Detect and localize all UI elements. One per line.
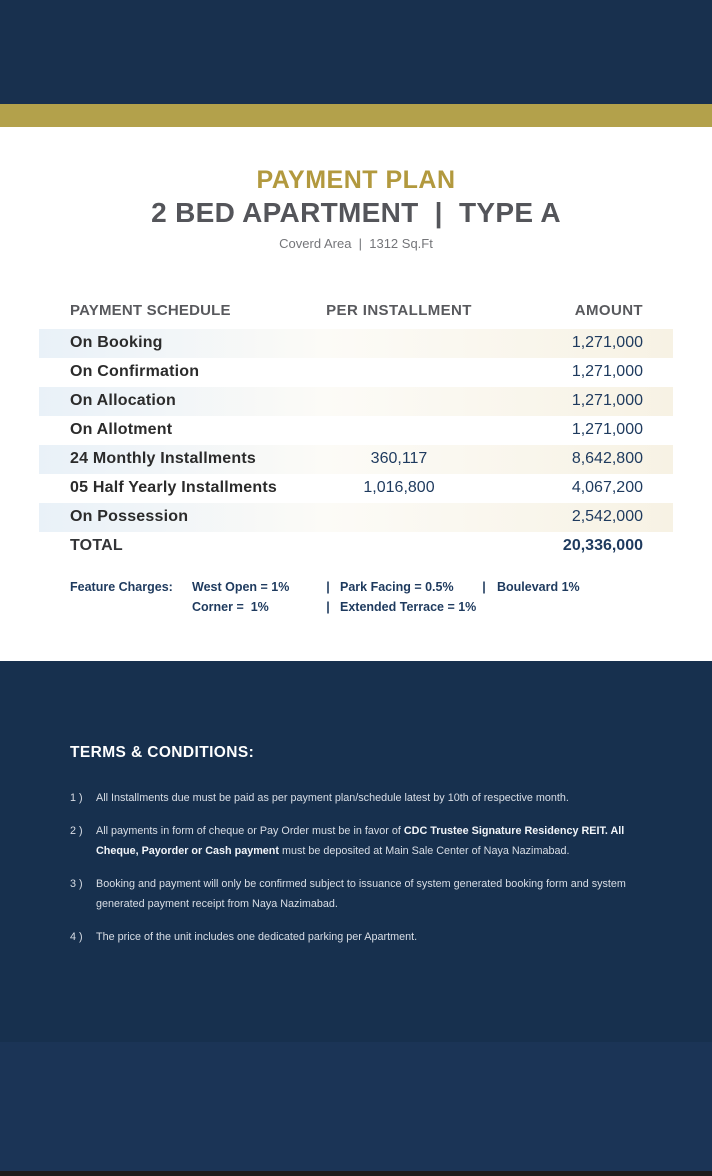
term-text-bold: All Cheque, Payorder or Cash payment [96,825,625,857]
row-amount: 2,542,000 [571,508,643,526]
row-label: 05 Half Yearly Installments [70,479,277,497]
terms-heading: TERMS & CONDITIONS: [70,744,255,761]
term-number: 4 ) [70,931,83,943]
table-total-row [39,532,673,561]
feature-west-open: West Open = 1% [192,579,290,594]
page-title: PAYMENT PLAN [256,166,456,194]
feature-empty-cell [471,597,497,617]
term-number: 2 ) [70,825,83,837]
row-label: On Allotment [70,421,173,439]
term-item-2 [70,821,666,861]
row-per-installment: 1,016,800 [363,479,435,497]
total-amount: 20,336,000 [562,537,643,555]
table-row [39,503,673,532]
table-row [39,329,673,358]
table-row [39,358,673,387]
feature-empty-cell [497,597,712,617]
title-block [0,127,712,251]
row-label: 24 Monthly Installments [70,450,256,468]
row-label: On Possession [70,508,189,526]
table-header-row [39,293,673,329]
feature-boulevard: Boulevard 1% [497,579,580,594]
row-label: On Confirmation [70,363,200,381]
term-text: All Installments due must be paid as per payment plan/schedule latest by 10th of respective month. [96,792,569,804]
table-row [39,387,673,416]
feature-charges [70,577,712,617]
pipe-divider: | [326,579,330,594]
total-label: TOTAL [70,537,123,555]
pipe-divider: | [482,579,486,594]
row-amount: 4,067,200 [571,479,643,497]
term-text: The price of the unit includes one dedicated parking per Apartment. [96,931,418,943]
payment-schedule-table [39,293,673,561]
term-text-normal: must be deposited at Main Sale Center of Naya Nazimabad. [279,845,570,857]
row-amount: 8,642,800 [571,450,643,468]
term-text-normal: All payments in form of cheque or Pay Order must be in favor of [96,825,404,837]
row-amount: 1,271,000 [571,392,643,410]
term-item-4 [70,927,666,947]
column-header-schedule: PAYMENT SCHEDULE [70,302,231,320]
table-row [39,416,673,445]
term-text [96,821,666,861]
feature-corner: Corner = 1% [192,599,269,614]
row-per-installment: 360,117 [370,450,428,468]
term-text: Booking and payment will only be confirmed subject to issuance of system generated booking form and system generated payment receipt from Naya Nazimabad. [96,878,626,910]
feature-park-facing: Park Facing = 0.5% [340,579,454,594]
column-header-per-installment: PER INSTALLMENT [326,302,472,320]
row-label: On Booking [70,334,163,352]
term-text-bold: CDC Trustee Signature Residency REIT. [403,825,611,837]
term-item-3 [70,874,666,914]
main-content [0,127,712,661]
row-amount: 1,271,000 [571,421,643,439]
bottom-dark-strip [0,1171,712,1176]
pipe-divider: | [326,599,330,614]
header-gold-stripe [0,104,712,127]
covered-area-label: Coverd Area | 1312 Sq.Ft [279,235,433,251]
row-amount: 1,271,000 [571,334,643,352]
feature-extended-terrace: Extended Terrace = 1% [340,599,477,614]
row-amount: 1,271,000 [571,363,643,381]
term-number: 3 ) [70,878,83,890]
header-navy-band [0,0,712,104]
footer-navy-band [0,1042,712,1171]
column-header-amount: AMOUNT [574,302,643,320]
table-row [39,474,673,503]
table-row [39,445,673,474]
feature-charges-label: Feature Charges: [70,579,173,594]
row-label: On Allocation [70,392,177,410]
feature-empty-cell [70,597,192,617]
unit-subtitle: 2 BED APARTMENT | TYPE A [151,196,561,228]
term-number: 1 ) [70,792,83,804]
terms-section [0,661,712,1042]
term-item-1 [70,788,666,808]
